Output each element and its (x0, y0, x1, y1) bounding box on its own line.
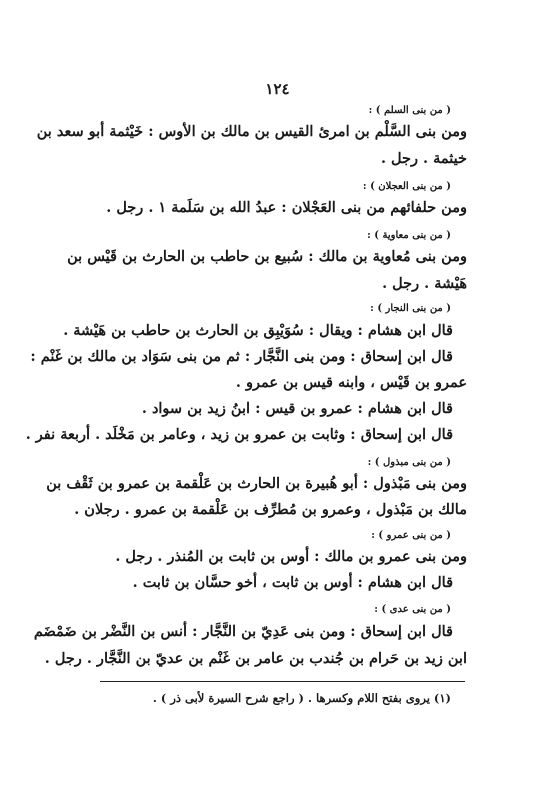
section-heading: ( من بنى معاوية ) : (367, 230, 451, 241)
section-heading: ( من بنى العجلان ) : (362, 181, 451, 192)
text-line: عمرو بن قَيْس ، وابنه قيس بن عمرو . (235, 374, 467, 391)
text-line: ومن حلفائهم من بنى العَجْلان : عبدُ الله بن سَلَمة ١ . رجل . (106, 199, 467, 216)
section-heading: ( من بنى السلم ) : (368, 105, 451, 116)
page-number: ١٢٤ (265, 80, 290, 98)
footnote-separator (100, 681, 465, 682)
footnote: (١) يروى بفتح اللام وكسرها . ( راجع شرح السيرة لأبى ذر ) . (152, 691, 451, 705)
text-line: ابن زيد بن حَرام بن جُندب بن عامر بن غَنْم بن عديّ بن النَّجَّار . رجل . (44, 650, 467, 667)
section-heading: ( من بنى عدى ) : (374, 604, 451, 615)
text-line: ومن بنى مَبْذول : أبو هُبيرة بن الحارث بن عَلْقمة بن عمرو بن ثَقْف بن (46, 475, 467, 492)
text-line: قال ابن إسحاق : ومن بنى النَّجَّار : ثم من بنى سَوَاد بن مالك بن غَنْم : (30, 348, 453, 365)
text-line: قال ابن هشام : ويقال : سُوَيْبِق بن الحارث بن حاطب بن هَيْشة . (63, 322, 453, 339)
text-line: قال ابن إسحاق : ومن بنى عَدِيّ بن النَّجَّار : أنس بن النَّضْر بن ضَمْضَم (33, 623, 453, 640)
text-line: مالك بن مَبْذول ، وعمرو بن مُطرِّف بن عَلْقمة بن عمرو . رجلان . (74, 501, 467, 518)
text-line: ومن بنى عمرو بن مالك : أوس بن ثابت بن المُنذر . رجل . (115, 548, 467, 565)
text-line: قال ابن إسحاق : وثابت بن عمرو بن زيد ، وعامر بن مَخْلَد . أربعة نفر . (25, 426, 453, 443)
section-heading: ( من بنى النجار ) : (370, 303, 451, 314)
section-heading: ( من بنى عمرو ) : (371, 530, 451, 541)
text-line: هَيْشة . رجل . (382, 275, 467, 292)
text-line: ومن بنى السَّلْم بن امرئ القيس بن مالك بن الأوس : خَيْثمة أبو سعد بن (36, 123, 467, 140)
section-heading: ( من بنى مبذول ) : (367, 457, 451, 468)
text-line: خيثمة . رجل . (380, 150, 467, 167)
text-line: قال ابن هشام : أوس بن ثابت ، أخو حسَّان بن ثابت . (132, 574, 453, 591)
text-line: ومن بنى مُعاوية بن مالك : سُبيع بن حاطب بن الحارث بن قَيْس بن (67, 248, 467, 265)
text-line: قال ابن هشام : عمرو بن قيس : ابنُ زيد بن سواد . (141, 400, 453, 417)
